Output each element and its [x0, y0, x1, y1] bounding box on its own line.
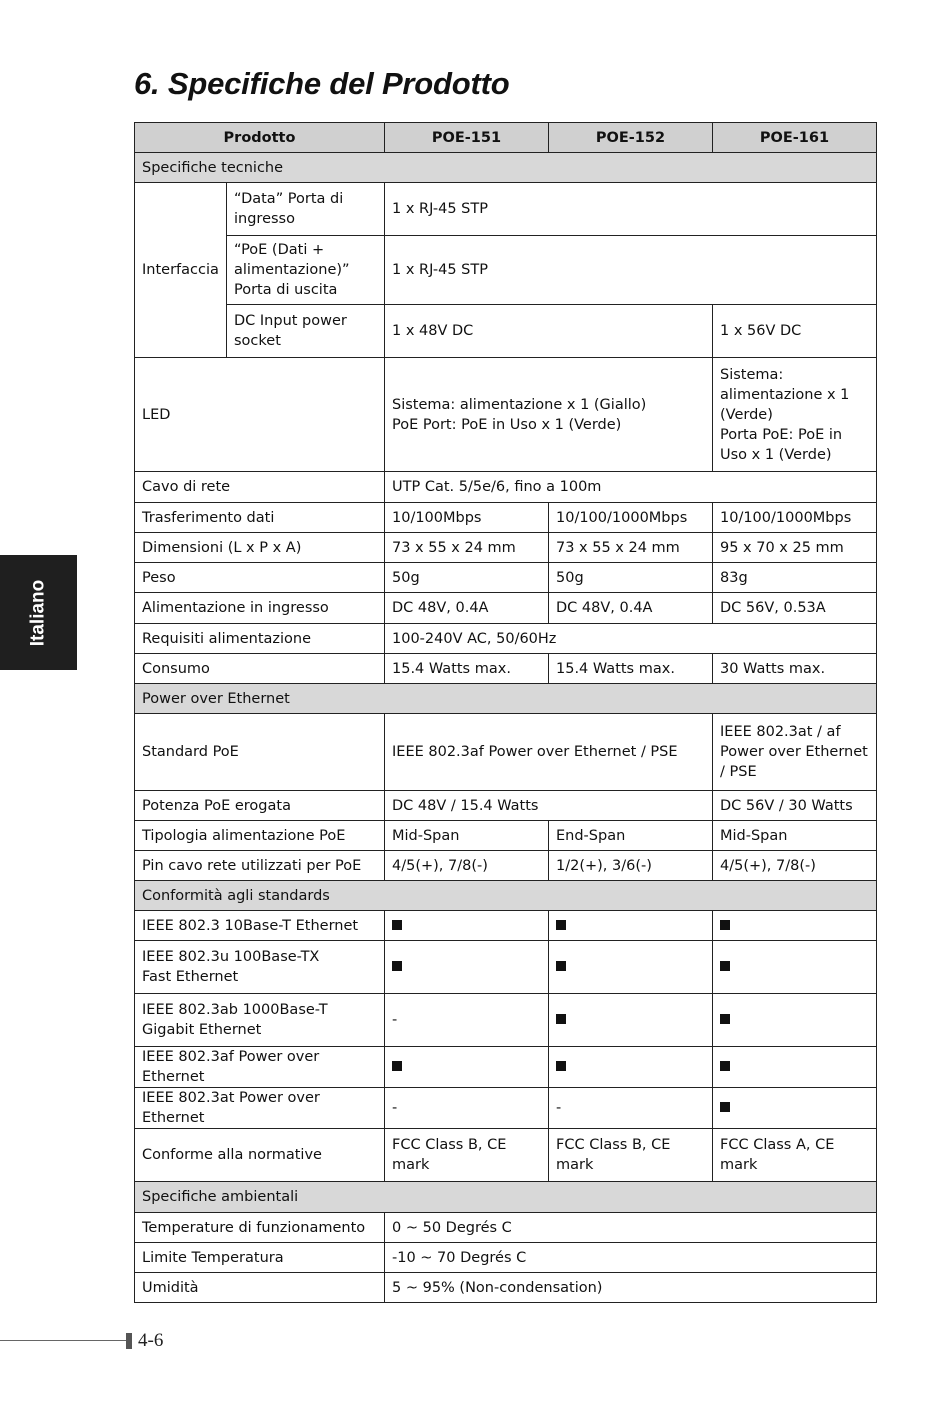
- row-sublabel-dc-input: DC Input power socket: [227, 305, 385, 358]
- table-row: [135, 791, 877, 821]
- section-row: [135, 684, 877, 714]
- table-cell: 15.4 Watts max.: [549, 654, 713, 684]
- cell-dc-input-161: 1 x 56V DC: [713, 305, 877, 358]
- row-label-poe-power: Potenza PoE erogata: [135, 791, 385, 821]
- table-cell: 50g: [385, 563, 549, 593]
- table-row: [135, 714, 877, 791]
- table-header-row: [135, 123, 877, 153]
- cell-data-port: 1 x RJ-45 STP: [385, 183, 877, 236]
- table-cell: 95 x 70 x 25 mm: [713, 533, 877, 563]
- cell-line: FCC Class A, CE: [720, 1137, 835, 1153]
- row-label-dimensions: Dimensioni (L x P x A): [135, 533, 385, 563]
- filled-square-icon: [720, 961, 730, 971]
- cell-line: mark: [392, 1157, 430, 1173]
- row-label-cable: Cavo di rete: [135, 472, 385, 503]
- compliance-cell: [385, 941, 549, 994]
- table-cell: Mid-Span: [713, 821, 877, 851]
- filled-square-icon: [720, 920, 730, 930]
- filled-square-icon: [392, 920, 402, 930]
- row-label-interface: Interfaccia: [135, 183, 227, 358]
- section-standards: Conformità agli standards: [135, 881, 877, 911]
- header-model-1: POE-151: [385, 123, 549, 153]
- row-label-transfer: Trasferimento dati: [135, 503, 385, 533]
- filled-square-icon: [720, 1061, 730, 1071]
- table-row: [135, 1047, 877, 1088]
- page-title: 6. Specifiche del Prodotto: [134, 66, 510, 101]
- table-row: [135, 593, 877, 624]
- filled-square-icon: [556, 920, 566, 930]
- row-label-consumption: Consumo: [135, 654, 385, 684]
- table-row: [135, 1129, 877, 1182]
- filled-square-icon: [392, 961, 402, 971]
- header-model-2: POE-152: [549, 123, 713, 153]
- cell-dc-input-151-152: 1 x 48V DC: [385, 305, 713, 358]
- table-cell: 30 Watts max.: [713, 654, 877, 684]
- table-cell: [549, 1129, 713, 1182]
- filled-square-icon: [556, 1014, 566, 1024]
- table-row: [135, 654, 877, 684]
- table-cell: [713, 1129, 877, 1182]
- row-label-weight: Peso: [135, 563, 385, 593]
- cell-poe-power-151-152: DC 48V / 15.4 Watts: [385, 791, 713, 821]
- filled-square-icon: [720, 1102, 730, 1112]
- table-row: [135, 911, 877, 941]
- cell-line: IEEE 802.3ab 1000Base-T: [142, 1002, 328, 1018]
- table-row: [135, 563, 877, 593]
- table-cell: DC 56V, 0.53A: [713, 593, 877, 624]
- table-row: [135, 183, 877, 236]
- filled-square-icon: [392, 1061, 402, 1071]
- row-label-standard: IEEE 802.3af Power over Ethernet: [135, 1047, 385, 1088]
- cell-line: IEEE 802.3u 100Base-TX: [142, 949, 320, 965]
- footer-marker: [126, 1333, 132, 1349]
- compliance-cell: -: [385, 994, 549, 1047]
- cell-power-req: 100-240V AC, 50/60Hz: [385, 624, 877, 654]
- table-cell: 15.4 Watts max.: [385, 654, 549, 684]
- filled-square-icon: [556, 1061, 566, 1071]
- row-label-humidity: Umidità: [135, 1273, 385, 1303]
- compliance-cell: [713, 994, 877, 1047]
- row-label-led: LED: [135, 358, 385, 472]
- compliance-cell: [549, 994, 713, 1047]
- table-cell: [385, 1129, 549, 1182]
- cell-line: FCC Class B, CE: [392, 1137, 507, 1153]
- row-sublabel-poe-port: “PoE (Dati + alimentazione)” Porta di uscita: [227, 236, 385, 305]
- row-label-standard: [135, 994, 385, 1047]
- section-row: [135, 1182, 877, 1213]
- table-row: [135, 821, 877, 851]
- table-cell: DC 48V, 0.4A: [549, 593, 713, 624]
- table-cell: DC 48V, 0.4A: [385, 593, 549, 624]
- section-poe: Power over Ethernet: [135, 684, 877, 714]
- table-cell: Mid-Span: [385, 821, 549, 851]
- filled-square-icon: [556, 961, 566, 971]
- compliance-cell: -: [549, 1088, 713, 1129]
- row-sublabel-data-port: “Data” Porta di ingresso: [227, 183, 385, 236]
- header-model-3: POE-161: [713, 123, 877, 153]
- cell-line: Porta PoE: PoE in: [720, 426, 843, 443]
- compliance-cell: [549, 1047, 713, 1088]
- table-row: [135, 851, 877, 881]
- table-cell: 10/100/1000Mbps: [549, 503, 713, 533]
- cell-line: FCC Class B, CE: [556, 1137, 671, 1153]
- table-row: [135, 358, 877, 472]
- table-cell: End-Span: [549, 821, 713, 851]
- compliance-cell: [713, 1047, 877, 1088]
- footer-rule: [0, 1340, 126, 1341]
- cell-poe-standard-151-152: IEEE 802.3af Power over Ethernet / PSE: [385, 714, 713, 791]
- cell-line: mark: [720, 1157, 758, 1173]
- cell-temp-limit: -10 ~ 70 Degrés C: [385, 1243, 877, 1273]
- row-label-temp-limit: Limite Temperatura: [135, 1243, 385, 1273]
- table-cell: 73 x 55 x 24 mm: [549, 533, 713, 563]
- cell-line: PoE Port: PoE in Uso x 1 (Verde): [392, 416, 622, 433]
- row-label-standard: [135, 941, 385, 994]
- table-cell: 4/5(+), 7/8(-): [385, 851, 549, 881]
- compliance-cell: [549, 911, 713, 941]
- cell-led-151-152: [385, 358, 713, 472]
- compliance-cell: [385, 911, 549, 941]
- header-product: Prodotto: [135, 123, 385, 153]
- cell-line: Sistema:: [720, 366, 784, 383]
- row-label-poe-standard: Standard PoE: [135, 714, 385, 791]
- compliance-cell: [713, 941, 877, 994]
- table-row: [135, 1273, 877, 1303]
- table-cell: 10/100/1000Mbps: [713, 503, 877, 533]
- table-row: [135, 1243, 877, 1273]
- section-tech: Specifiche tecniche: [135, 153, 877, 183]
- cell-line: alimentazione x 1: [720, 386, 850, 403]
- table-cell: 50g: [549, 563, 713, 593]
- spec-table: [134, 122, 877, 1303]
- row-label-standard: IEEE 802.3 10Base-T Ethernet: [135, 911, 385, 941]
- compliance-cell: -: [385, 1088, 549, 1129]
- compliance-cell: [713, 1088, 877, 1129]
- table-cell: 73 x 55 x 24 mm: [385, 533, 549, 563]
- table-row: [135, 624, 877, 654]
- filled-square-icon: [720, 1014, 730, 1024]
- table-row: [135, 533, 877, 563]
- cell-line: Power over Ethernet: [720, 744, 868, 760]
- cell-line: IEEE 802.3at / af: [720, 724, 841, 740]
- row-label-temp-op: Temperature di funzionamento: [135, 1213, 385, 1243]
- cell-poe-port: 1 x RJ-45 STP: [385, 236, 877, 305]
- cell-line: / PSE: [720, 764, 757, 780]
- cell-poe-standard-161: [713, 714, 877, 791]
- row-label-poe-pins: Pin cavo rete utilizzati per PoE: [135, 851, 385, 881]
- cell-line: (Verde): [720, 406, 773, 423]
- table-cell: 83g: [713, 563, 877, 593]
- cell-line: mark: [556, 1157, 594, 1173]
- section-row: [135, 153, 877, 183]
- table-cell: 10/100Mbps: [385, 503, 549, 533]
- cell-cable: UTP Cat. 5/5e/6, fino a 100m: [385, 472, 877, 503]
- cell-led-161: [713, 358, 877, 472]
- cell-line: Fast Ethernet: [142, 969, 239, 985]
- table-cell: 4/5(+), 7/8(-): [713, 851, 877, 881]
- compliance-cell: [713, 911, 877, 941]
- cell-temp-op: 0 ~ 50 Degrés C: [385, 1213, 877, 1243]
- section-row: [135, 881, 877, 911]
- cell-poe-power-161: DC 56V / 30 Watts: [713, 791, 877, 821]
- side-tab-label: Italiano: [27, 579, 49, 646]
- table-row: [135, 994, 877, 1047]
- compliance-cell: [385, 1047, 549, 1088]
- row-label-power-req: Requisiti alimentazione: [135, 624, 385, 654]
- cell-line: Sistema: alimentazione x 1 (Giallo): [392, 396, 647, 413]
- table-row: [135, 472, 877, 503]
- compliance-cell: [549, 941, 713, 994]
- cell-humidity: 5 ~ 95% (Non-condensation): [385, 1273, 877, 1303]
- table-cell: 1/2(+), 3/6(-): [549, 851, 713, 881]
- table-row: [135, 236, 877, 305]
- table-row: [135, 305, 877, 358]
- table-row: [135, 1088, 877, 1129]
- language-side-tab: [0, 555, 77, 670]
- section-env: Specifiche ambientali: [135, 1182, 877, 1213]
- table-row: [135, 503, 877, 533]
- cell-line: Uso x 1 (Verde): [720, 446, 832, 463]
- row-label-power-input: Alimentazione in ingresso: [135, 593, 385, 624]
- cell-line: Gigabit Ethernet: [142, 1022, 262, 1038]
- page-number: 4-6: [138, 1330, 164, 1351]
- table-row: [135, 941, 877, 994]
- table-row: [135, 1213, 877, 1243]
- row-label-standard: IEEE 802.3at Power over Ethernet: [135, 1088, 385, 1129]
- row-label-conform: Conforme alla normative: [135, 1129, 385, 1182]
- row-label-poe-type: Tipologia alimentazione PoE: [135, 821, 385, 851]
